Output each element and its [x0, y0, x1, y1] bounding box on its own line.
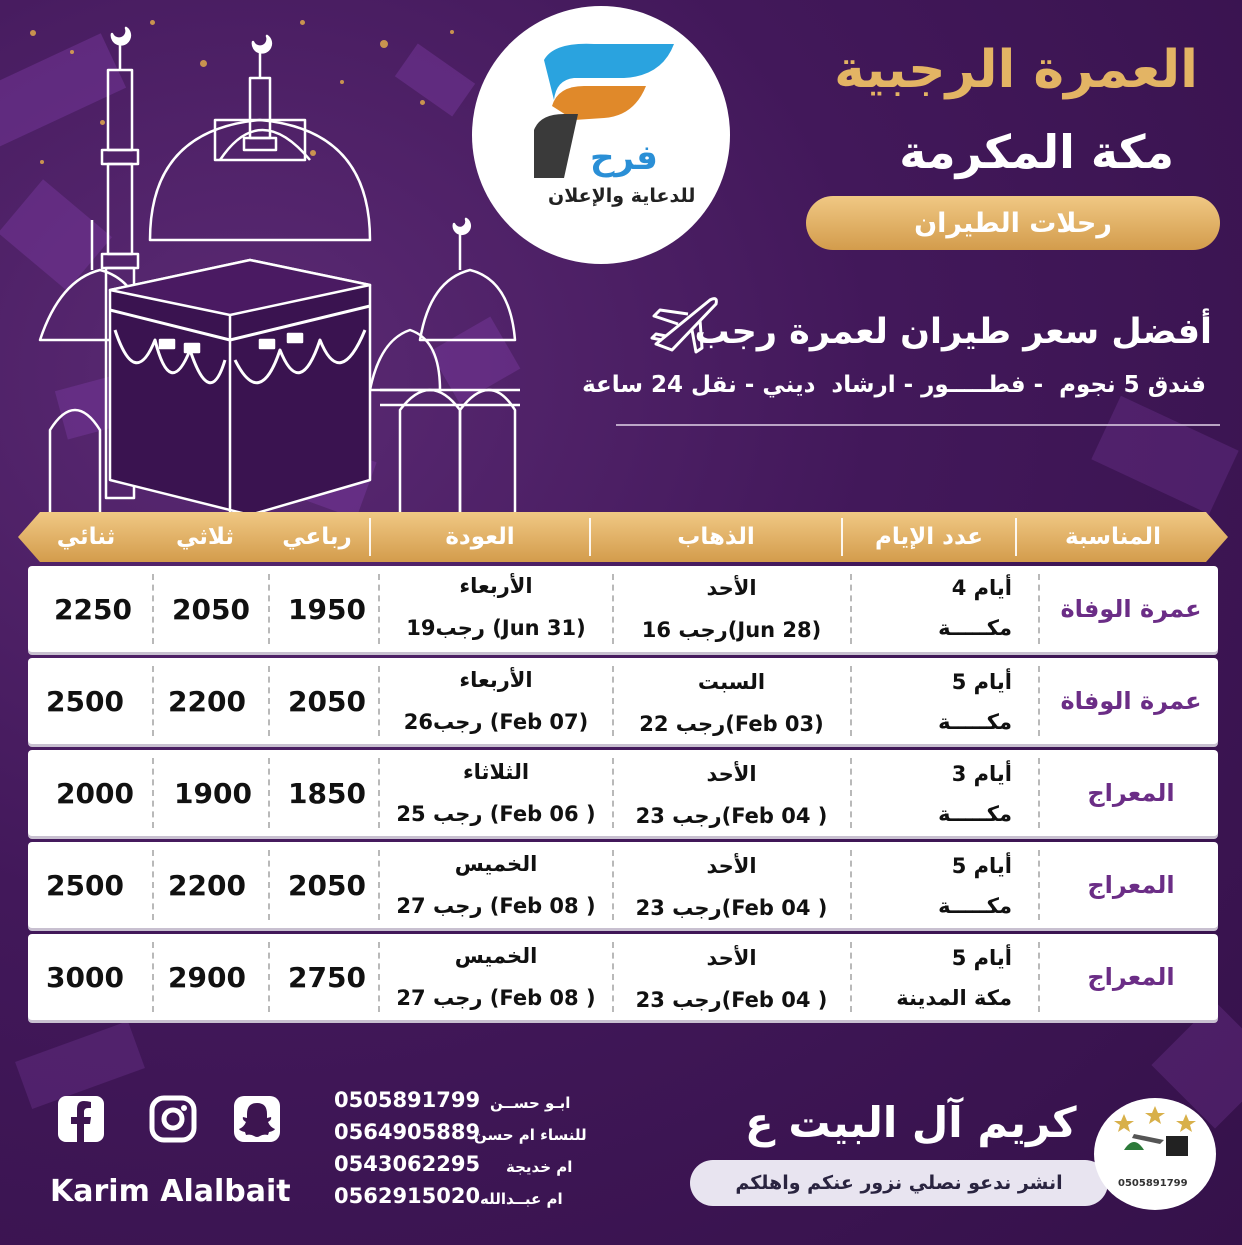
price-double: 3000	[46, 960, 124, 994]
contact-name: ابـو حســن	[490, 1094, 571, 1112]
badge-phone: 0505891799	[1118, 1178, 1188, 1189]
price-double: 2250	[54, 592, 132, 626]
brand-badge	[1094, 1098, 1216, 1210]
row-return-day: الأربعاء	[459, 668, 533, 692]
cell-separator	[268, 758, 270, 828]
cell-separator	[1038, 758, 1040, 828]
price-quad: 1850	[288, 776, 366, 810]
contact-number[interactable]: 0562915020	[334, 1184, 481, 1208]
header-separator	[589, 518, 591, 556]
price-double: 2500	[46, 868, 124, 902]
flights-pill: رحلات الطيران	[806, 196, 1220, 250]
price-quad: 2050	[288, 684, 366, 718]
price-triple: 2200	[168, 868, 246, 902]
features-line: فندق 5 نجوم - فطـــــور - ارشاد ديني - نقل 24 ساعة	[582, 372, 1206, 398]
header-return: العودة	[445, 524, 515, 550]
contact-name: ام عبــدالله	[480, 1190, 563, 1208]
logo-name: فرح	[590, 138, 658, 178]
cell-separator	[268, 574, 270, 644]
header-triple: ثلاثي	[175, 524, 234, 550]
price-double: 2500	[46, 684, 124, 718]
header-days: عدد الإيام	[875, 524, 983, 550]
brand-name: كريم آل البيت ع	[745, 1098, 1077, 1147]
row-place: مكـــــة	[938, 710, 1012, 734]
header-quad: رباعي	[282, 524, 352, 550]
cell-separator	[268, 942, 270, 1012]
price-triple: 2050	[172, 592, 250, 626]
header-occasion: المناسبة	[1065, 524, 1161, 550]
table-row	[28, 934, 1218, 1020]
row-departure-date: 23 رجب(Feb 04 )	[635, 896, 828, 920]
row-occasion: المعراج	[1087, 779, 1175, 807]
cell-separator	[152, 758, 154, 828]
account-name: Karim Alalbait	[50, 1174, 291, 1209]
cell-separator	[268, 666, 270, 736]
row-departure-date: 23 رجب(Feb 04 )	[635, 988, 828, 1012]
row-return-date: 27 رجب (Feb 08 )	[396, 986, 596, 1010]
cell-separator	[850, 666, 852, 736]
row-departure-day: السبت	[697, 670, 766, 694]
row-return-day: الأربعاء	[459, 574, 533, 598]
divider	[616, 424, 1220, 426]
table-row	[28, 750, 1218, 836]
motto-pill: انشر ندعو نصلي نزور عنكم واهلكم	[690, 1160, 1108, 1206]
row-occasion: المعراج	[1087, 963, 1175, 991]
table-row	[28, 566, 1218, 652]
header-separator	[369, 518, 371, 556]
price-quad: 1950	[288, 592, 366, 626]
contact-name: ام خديجة	[506, 1158, 573, 1176]
table-row	[28, 842, 1218, 928]
row-days: 4 أيام	[951, 576, 1012, 600]
contact-number[interactable]: 0543062295	[334, 1152, 481, 1176]
row-return-date: 27 رجب (Feb 08 )	[396, 894, 596, 918]
row-departure-day: الأحد	[706, 576, 757, 600]
snapchat-icon[interactable]	[232, 1094, 282, 1144]
header-double: ثنائي	[56, 524, 116, 550]
cell-separator	[850, 942, 852, 1012]
row-departure-day: الأحد	[706, 854, 757, 878]
row-return-day: الخميس	[454, 852, 538, 876]
cell-separator	[1038, 850, 1040, 920]
header-separator	[1015, 518, 1017, 556]
row-departure-day: الأحد	[706, 762, 757, 786]
cell-separator	[850, 758, 852, 828]
instagram-icon[interactable]	[148, 1094, 198, 1144]
header-separator	[841, 518, 843, 556]
row-departure-date: 16 رجب(Jun 28)	[641, 618, 822, 642]
price-triple: 2900	[168, 960, 246, 994]
cell-separator	[1038, 666, 1040, 736]
row-return-day: الثلاثاء	[462, 760, 530, 784]
header-departure: الذهاب	[677, 524, 755, 550]
row-departure-date: 23 رجب(Feb 04 )	[635, 804, 828, 828]
cell-separator	[152, 574, 154, 644]
row-place: مكـــــة	[938, 616, 1012, 640]
badge-emblem	[1104, 1104, 1206, 1164]
contact-number[interactable]: 0505891799	[334, 1088, 481, 1112]
page-title: العمرة الرجبية	[834, 40, 1198, 100]
price-double: 2000	[56, 776, 134, 810]
price-triple: 2200	[168, 684, 246, 718]
row-days: 5 أيام	[951, 946, 1012, 970]
row-return-date: 19رجب (Jun 31)	[406, 616, 586, 640]
row-place: مكـــــة	[938, 894, 1012, 918]
row-return-date: 25 رجب (Feb 06 )	[396, 802, 596, 826]
facebook-icon[interactable]	[56, 1094, 106, 1144]
headline: أفضل سعر طيران لعمرة رجب	[694, 312, 1212, 352]
city-title: مكة المكرمة	[899, 125, 1174, 179]
row-place: مكـــــة	[938, 802, 1012, 826]
row-occasion: المعراج	[1087, 871, 1175, 899]
row-return-date: 26رجب (Feb 07)	[403, 710, 589, 734]
cell-separator	[1038, 574, 1040, 644]
price-triple: 1900	[174, 776, 252, 810]
row-days: 5 أيام	[951, 854, 1012, 878]
row-return-day: الخميس	[454, 944, 538, 968]
logo-circle	[472, 6, 730, 264]
cell-separator	[850, 850, 852, 920]
logo-tagline: للدعاية والإعلان	[548, 185, 696, 207]
cell-separator	[1038, 942, 1040, 1012]
cell-separator	[268, 850, 270, 920]
row-occasion: عمرة الوفاة	[1060, 595, 1202, 623]
contact-number[interactable]: 0564905889	[334, 1120, 481, 1144]
row-occasion: عمرة الوفاة	[1060, 687, 1202, 715]
row-days: 5 أيام	[951, 670, 1012, 694]
contact-name: للنساء ام حسن	[474, 1126, 587, 1144]
table-row	[28, 658, 1218, 744]
row-departure-day: الأحد	[706, 946, 757, 970]
mosque-kaaba-illustration	[20, 10, 520, 515]
row-place: مكة المدينة	[896, 986, 1012, 1010]
row-days: 3 أيام	[951, 762, 1012, 786]
cell-separator	[850, 574, 852, 644]
price-quad: 2750	[288, 960, 366, 994]
row-departure-date: 22 رجب(Feb 03)	[639, 712, 824, 736]
price-quad: 2050	[288, 868, 366, 902]
